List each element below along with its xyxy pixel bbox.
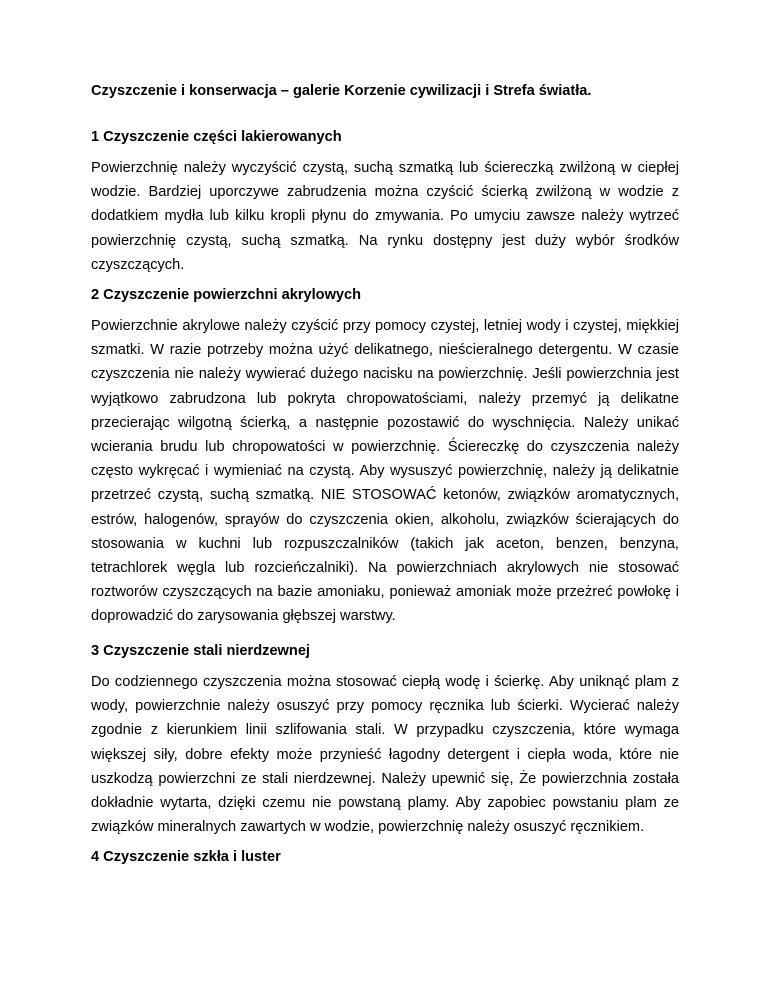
document-title: Czyszczenie i konserwacja – galerie Korzenie cywilizacji i Strefa światła. bbox=[91, 83, 592, 99]
section-heading: 2 Czyszczenie powierzchni akrylowych bbox=[91, 287, 362, 303]
section-acrylic-surfaces bbox=[91, 286, 679, 629]
section-heading: 1 Czyszczenie części lakierowanych bbox=[91, 129, 342, 145]
section-heading: 4 Czyszczenie szkła i luster bbox=[91, 849, 281, 865]
section-painted-parts bbox=[91, 128, 679, 277]
section-glass-mirrors bbox=[91, 848, 679, 866]
section-stainless-steel bbox=[91, 642, 679, 839]
section-heading: 3 Czyszczenie stali nierdzewnej bbox=[91, 643, 310, 659]
section-body: Powierzchnie akrylowe należy czyścić przy pomocy czystej, letniej wody i czystej, miękkiej szmatki. W razie potrzeby można użyć delikatnego, nieścieralnego detergentu. W czasie czyszczenia nie należy wywierać dużego nacisku na powierzchnię. Jeśli powierzchnia jest wyjątkowo zabrudzona lub pokryta chropowatościami, należy przemyć ją delikatne przecierając wilgotną ścierką, a następnie pozostawić do wyschnięcia. Należy unikać wcierania brudu lub chropowatości w powierzchnię. Ściereczkę do czyszczenia należy często wykręcać i wymieniać na czystą. Aby wysuszyć powierzchnię, należy ją delikatnie przetrzeć czystą, suchą szmatką. NIE STOSOWAĆ ketonów, związków aromatycznych, estrów, halogenów, sprayów do czyszczenia okien, alkoholu, związków ścierających do stosowania w kuchni lub rozpuszczalników (takich jak aceton, benzen, benzyna, tetrachlorek węgla lub rozcieńczalniki). Na powierzchniach akrylowych nie stosować roztworów czyszczących na bazie amoniaku, ponieważ amoniak może przeżreć powłokę i doprowadzić do zarysowania głębszej warstwy. bbox=[91, 318, 679, 625]
section-body: Do codziennego czyszczenia można stosować ciepłą wodę i ścierkę. Aby uniknąć plam z wody, powierzchnie należy osuszyć przy pomocy ręcznika lub ścierki. Wycierać należy zgodnie z kierunkiem linii szlifowania stali. W przypadku czyszczenia, które wymaga większej siły, dobre efekty może przynieść łagodny detergent i ciepła woda, które nie uszkodzą powierzchni ze stali nierdzewnej. Należy upewnić się, Że powierzchnia została dokładnie wytarta, dzięki czemu nie powstaną plamy. Aby zapobiec powstaniu plam ze związków mineralnych zawartych w wodzie, powierzchnię należy osuszyć ręcznikiem. bbox=[91, 674, 679, 836]
section-body: Powierzchnię należy wyczyścić czystą, suchą szmatką lub ściereczką zwilżoną w ciepłej wodzie. Bardziej uporczywe zabrudzenia można czyścić ścierką zwilżoną w wodzie z dodatkiem mydła lub kilku kropli płynu do zmywania. Po umyciu zawsze należy wytrzeć powierzchnię czystą, suchą szmatką. Na rynku dostępny jest duży wybór środków czyszczących. bbox=[91, 160, 679, 273]
